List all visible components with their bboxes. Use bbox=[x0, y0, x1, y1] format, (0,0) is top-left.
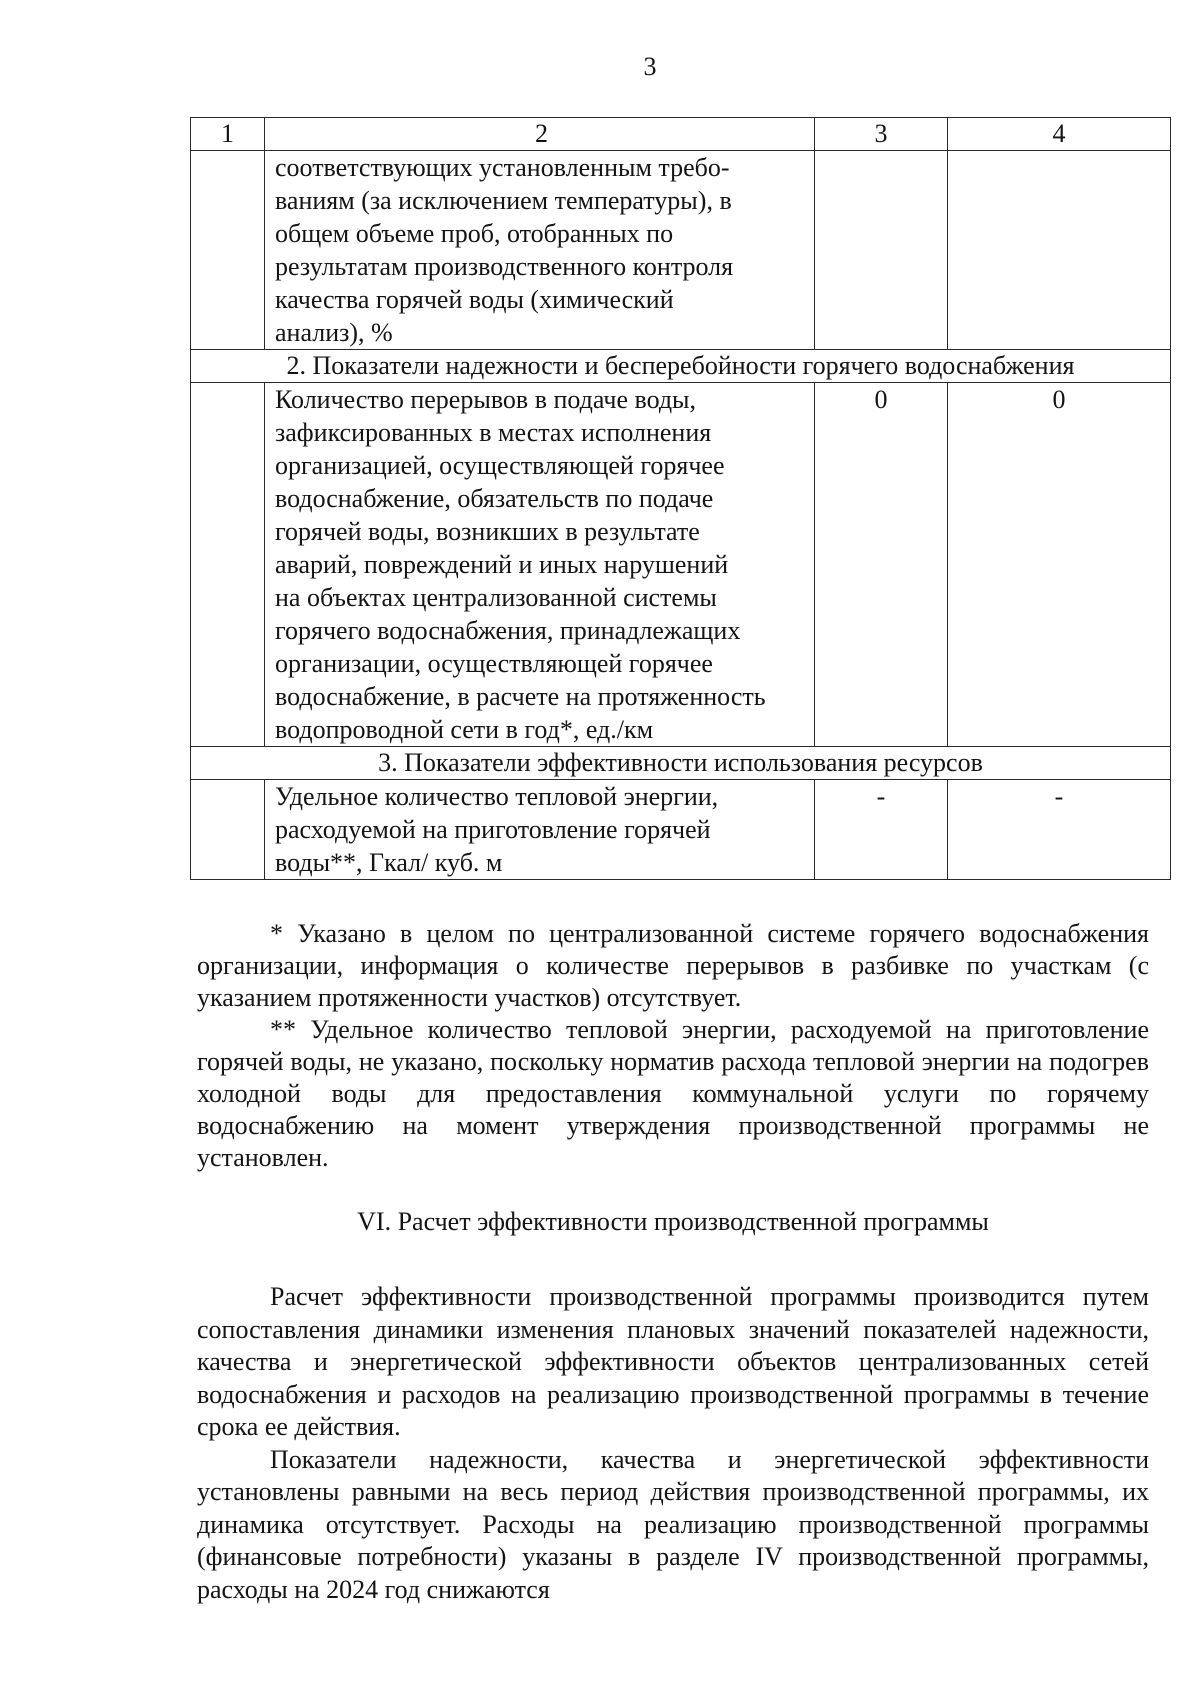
paragraph: Показатели надежности, качества и энергетической эффективности установлены равными на весь период действия производственной программы, их динамика отсутствует. Расходы на реализацию производственной программы (финансовые потребности) указаны в разделе IV производственной программы, расходы на 2024 год снижаются bbox=[197, 1444, 1149, 1604]
indicators-table bbox=[190, 117, 1171, 880]
indicator-value-col4 bbox=[948, 151, 1171, 350]
column-header-3: 3 bbox=[815, 118, 948, 151]
paragraph: Расчет эффективности производственной программы производится путем сопоставления динамики изменения плановых значений показателей надежности, качества и энергетической эффективности объектов централизованных сетей водоснабжения и расходов на реализацию производственной программы в течение срока ее действия. bbox=[197, 1282, 1149, 1441]
table-cell bbox=[191, 383, 265, 747]
indicator-value-col4: - bbox=[948, 780, 1171, 880]
table-cell bbox=[191, 151, 265, 350]
table-row bbox=[191, 780, 1171, 880]
indicator-value-col3: 0 bbox=[815, 383, 948, 747]
footnote-1: * Указано в целом по централизованной системе горячего водоснабжения организации, информация о количестве перерывов в разбивке по участкам (с указанием протяженности участков) отсутствует. bbox=[197, 919, 1149, 1012]
table-row bbox=[191, 383, 1171, 747]
indicator-text: Удельное количество тепловой энергии, расходуемой на приготовление горячей воды**, Гкал/ куб. м bbox=[265, 780, 815, 880]
column-header-1: 1 bbox=[191, 118, 265, 151]
section-row bbox=[191, 747, 1171, 780]
indicator-value-col4: 0 bbox=[948, 383, 1171, 747]
page-number: 3 bbox=[643, 52, 657, 81]
table-cell bbox=[191, 780, 265, 880]
section-vi-body bbox=[197, 1281, 1149, 1606]
indicator-text: Количество перерывов в подаче воды, зафиксированных в местах исполнения организацией, осуществляющей горячее водоснабжение, обязательств по подаче горячей воды, возникших в результате аварий, повреждений и иных нарушений на объектах централизованной системы горячего водоснабжения, принадлежащих организации, осуществляющей горячее водоснабжение, в расчете на протяженность водопроводной сети в год*, ед./км bbox=[265, 383, 815, 747]
indicator-value-col3 bbox=[815, 151, 948, 350]
indicator-text: соответствующих установленным требо- ваниям (за исключением температуры), в общем объеме проб, отобранных по результатам производственного контроля качества горячей воды (химический анализ), % bbox=[265, 151, 815, 350]
footnotes bbox=[197, 918, 1149, 1174]
table-row bbox=[191, 151, 1171, 350]
table-header-row bbox=[191, 118, 1171, 151]
column-header-4: 4 bbox=[948, 118, 1171, 151]
column-header-2: 2 bbox=[265, 118, 815, 151]
section-row bbox=[191, 350, 1171, 383]
indicator-value-col3: - bbox=[815, 780, 948, 880]
section-heading-2: 2. Показатели надежности и бесперебойности горячего водоснабжения bbox=[191, 350, 1171, 383]
footnote-2: ** Удельное количество тепловой энергии, расходуемой на приготовление горячей воды, не указано, поскольку норматив расхода тепловой энергии на подогрев холодной воды для предоставления коммунальной услуги по горячему водоснабжению на момент утверждения производственной программы не установлен. bbox=[197, 1015, 1149, 1172]
section-heading-3: 3. Показатели эффективности использования ресурсов bbox=[191, 747, 1171, 780]
section-vi-title: VI. Расчет эффективности производственной программы bbox=[357, 1207, 989, 1236]
